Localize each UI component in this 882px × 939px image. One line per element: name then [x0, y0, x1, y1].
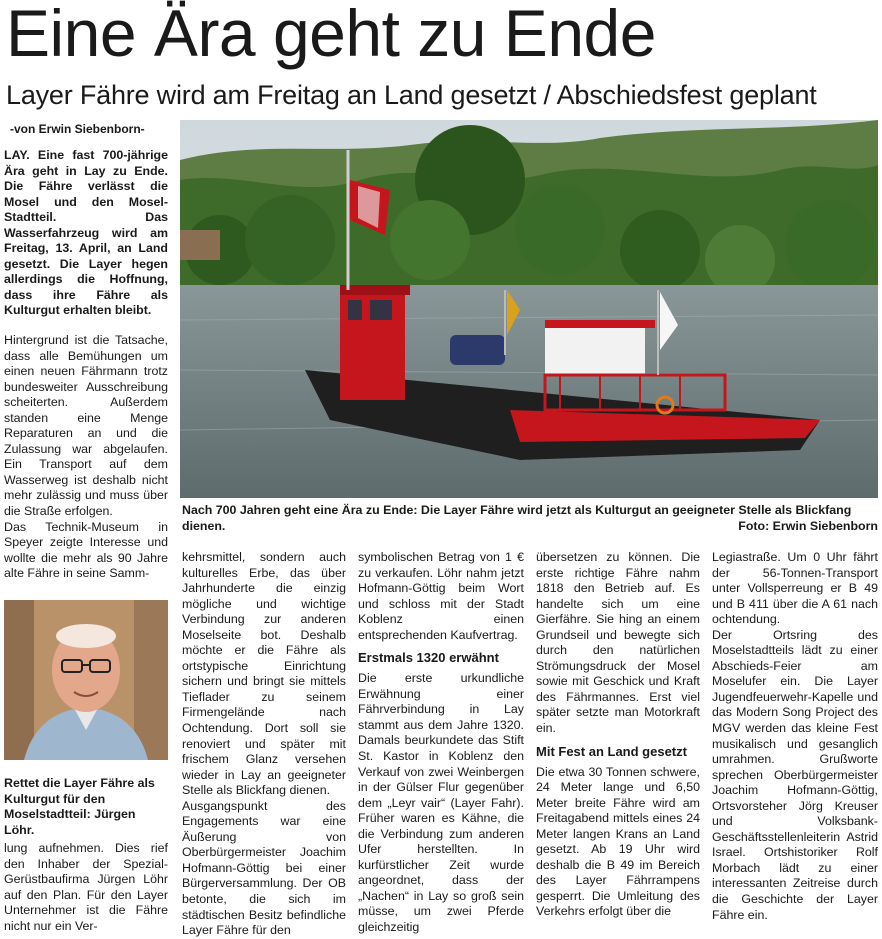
column-1-continued: [4, 841, 168, 937]
body-paragraph: lung aufnehmen. Dies rief den Inhaber der Spezial-Gerüstbaufirma Jürgen Löhr auf den Plan. Für den Layer Unternehmer ist die Fähre nicht nur ein Ver-: [4, 841, 168, 933]
portrait-caption: Rettet die Layer Fähre als Kulturgut für den Moselstadtteil: Jürgen Löhr.: [4, 776, 155, 837]
body-paragraph: Legiastraße. Um 0 Uhr fährt der 56-Tonnen-Transport unter Vollsperreung er B 49 und B 411 über die A 61 nach ochtendung.: [712, 550, 878, 627]
headline: Eine Ära geht zu Ende: [6, 0, 656, 70]
body-paragraph: Die erste urkundliche Erwähnung einer Fährverbindung in Lay stammt aus dem Jahre 1320. Damals beurkundete das Stift St. Kastor in Koblenz den Verkauf von zwei Weinbergen in der Gülser Flur gegenüber dem „Leyr vair“ (Layer Fahr). Früher waren es Kähne, die die Verbindung zum anderen Ufer herstellten. In kurfürstlicher Zeit wurde angeordnet, dass der „Nachen“ in Lay so groß sein müsse, um zwei Pferde gleichzeitig: [358, 671, 524, 935]
photo-caption-text: Nach 700 Jahren geht eine Ära zu Ende: Die Layer Fähre wird jetzt als Kulturgut an geeigneter Stelle als Blickfang dienen.: [182, 503, 852, 533]
photo-credit: Foto: Erwin Siebenborn: [738, 518, 878, 533]
body-paragraph: Der Ortsring des Moselstadtteils lädt zu einer Abschieds-Feier am Moselufer ein. Die Layer Jugendfeuerwehr-Kapelle und das Modern Song Project des MGV werden das kleine Fest musikalisch und gesanglich umrahmen. Grußworte sprechen Oberbürgermeister Joachim Hofmann-Göttig, Ortsvorsteher Jörg Kreuser und Volksbank-Geschäftsstellenleiterin Astrid Israel. Ortshistoriker Rolf Morbach lädt zu einer interessanten Zeitreise durch die Geschichte der Layer Fähre ein.: [712, 627, 878, 922]
body-paragraph: Das Technik-Museum in Speyer zeigte Interesse und wollte die mehr als 90 Jahre alte Fähre in seine Samm-: [4, 519, 168, 581]
subheading: Erstmals 1320 erwähnt: [358, 650, 499, 666]
body-paragraph: Hintergrund ist die Tatsache, dass alle Bemühungen um einen neuen Fährmann trotz bundesweiter Ausschreibung scheiterten. Außerdem standen eine Menge Reparaturen an und die Zulassung war abgelaufen. Ein Transport auf dem Wasserweg ist deshalb nicht mehr zulässig und muss über die Straße erfolgen.: [4, 333, 168, 519]
photo-caption: [182, 503, 878, 534]
body-paragraph: übersetzen zu können. Die erste richtige Fähre nahm 1818 den Betrieb auf. Es handelte sich um eine Gierfähre. Sie hing an einem Grundseil und bewegte sich durch den natürlichen Strömungsdruck der Mosel sowie mit Geschick und Kraft des Fährmannes. Erst viel später setzte man Motorkraft ein.: [536, 550, 700, 736]
ferry-photo: [180, 120, 878, 498]
body-paragraph: Die etwa 30 Tonnen schwere, 24 Meter lange und 6,50 Meter breite Fähre wird am Freitagabend mittels eines 24 Meter langen Krans an Land gesetzt. Ab 19 Uhr wird deshalb die B 49 im Bereich des Layer Fährrampens gesperrt. Die Umleitung des Verkehrs erfolgt über die: [536, 764, 700, 919]
column-4: [536, 550, 700, 937]
column-2: [182, 550, 346, 937]
column-1: [4, 148, 168, 588]
body-paragraph: kehrsmittel, sondern auch kulturelles Erbe, das über Jahrhunderte die einzig mögliche und wichtige Verbindung zur anderen Moselseite bot. Deshalb möchte er die Fähre als ortstypische Einrichtung sichern und bringt sie mittels Tieflader zu seinem Firmengelände nach Ochtendung. Dort soll sie renoviert und später mit frischem Glanz versehen wieder in Lay an geeigneter Stelle als Blickfang dienen.: [182, 550, 346, 798]
lead-paragraph: LAY. Eine fast 700-jährige Ära geht in Lay zu Ende. Die Fähre verlässt die Mosel und den Mosel-Stadtteil. Das Wasserfahrzeug wird am Freitag, 13. April, an Land gesetzt. Die Layer hegen allerdings die Hoffnung, dass ihre Fähre als Kulturgut erhalten bleibt.: [4, 148, 168, 318]
subheadline: Layer Fähre wird am Freitag an Land gesetzt / Abschiedsfest geplant: [6, 80, 817, 110]
body-paragraph: symbolischen Betrag von 1 € zu verkaufen. Löhr nahm jetzt Hofmann-Göttig beim Wort und schloss mit der Stadt Koblenz einen entsprechenden Kaufvertrag.: [358, 550, 524, 642]
portrait-photo: [4, 600, 168, 760]
subheading: Mit Fest an Land gesetzt: [536, 743, 687, 759]
body-paragraph: Ausgangspunkt des Engagements war eine Äußerung von Oberbürgermeister Joachim Hofmann-Göttig bei einer Bürgerversammlung. Der OB betonte, die sich im städtischen Besitz befindliche Layer Fähre für den: [182, 798, 346, 937]
column-3: [358, 550, 524, 937]
byline: -von Erwin Siebenborn-: [10, 122, 145, 136]
column-5: [712, 550, 878, 937]
